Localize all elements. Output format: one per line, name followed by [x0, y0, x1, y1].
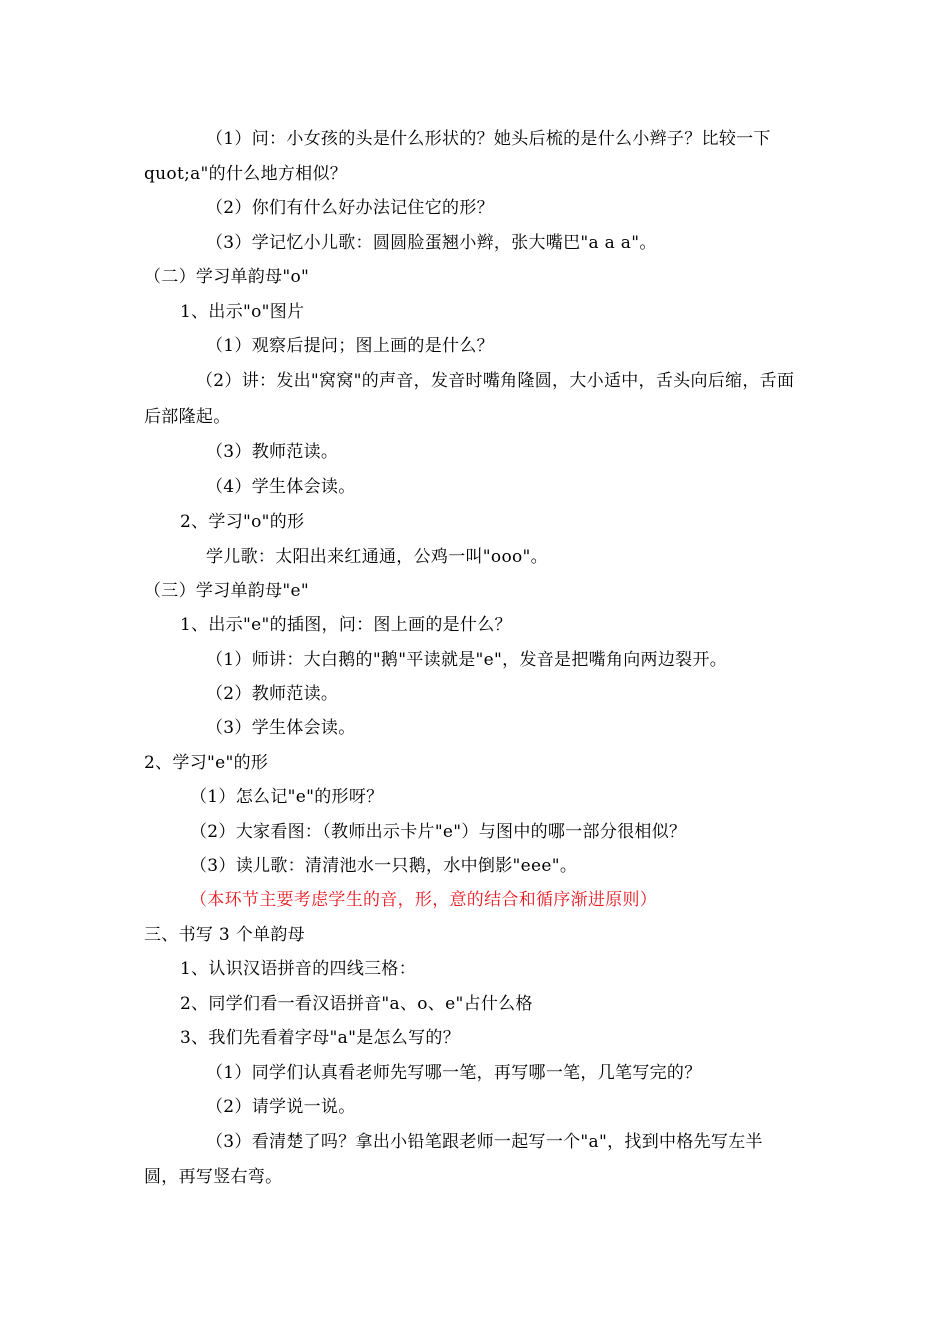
- text-line: （1）同学们认真看老师先写哪一笔，再写哪一笔，几笔写完的？: [206, 1063, 702, 1083]
- text-line: （2）讲：发出"窝窝"的声音，发音时嘴角隆圆，大小适中，舌头向后缩，舌面: [196, 371, 795, 391]
- text-line: 2、学习"e"的形: [144, 753, 269, 773]
- text-line: （3）学记忆小儿歌：圆圆脸蛋翘小辫，张大嘴巴"a a a"。: [206, 233, 657, 253]
- text-line: 1、出示"o"图片: [180, 302, 305, 322]
- text-line: （2）教师范读。: [206, 684, 339, 704]
- text-line: 圆，再写竖右弯。: [144, 1167, 283, 1187]
- text-line: （2）请学说一说。: [206, 1097, 356, 1117]
- text-line: （1）问：小女孩的头是什么形状的？她头后梳的是什么小辫子？比较一下: [206, 129, 771, 149]
- text-line: （2）大家看图：（教师出示卡片"e"）与图中的哪一部分很相似？: [190, 822, 687, 842]
- text-line: （3）看清楚了吗？拿出小铅笔跟老师一起写一个"a"，找到中格先写左半: [206, 1132, 763, 1152]
- section-heading: （二）学习单韵母"o": [144, 267, 310, 287]
- text-line: 1、认识汉语拼音的四线三格：: [180, 959, 417, 979]
- text-line: （3）学生体会读。: [206, 718, 356, 738]
- text-line: 1、出示"e"的插图，问：图上画的是什么？: [180, 615, 512, 635]
- text-line: quot;a"的什么地方相似？: [144, 164, 348, 184]
- text-line: 学儿歌：太阳出来红通通，公鸡一叫"ooo"。: [206, 547, 548, 567]
- text-line: （1）师讲：大白鹅的"鹅"平读就是"e"，发音是把嘴角向两边裂开。: [206, 650, 728, 670]
- text-line: （3）读儿歌：清清池水一只鹅，水中倒影"eee"。: [190, 856, 578, 876]
- text-line: 3、我们先看着字母"a"是怎么写的？: [180, 1028, 460, 1048]
- text-line: 后部隆起。: [144, 407, 231, 427]
- text-line: （2）你们有什么好办法记住它的形？: [206, 198, 494, 218]
- section-heading: （三）学习单韵母"e": [144, 581, 309, 601]
- text-line: 2、学习"o"的形: [180, 512, 305, 532]
- text-line: （1）怎么记"e"的形呀？: [190, 787, 384, 807]
- text-line: （3）教师范读。: [206, 442, 339, 462]
- text-line: 2、同学们看一看汉语拼音"a、o、e"占什么格: [180, 994, 533, 1014]
- text-line: （4）学生体会读。: [206, 477, 356, 497]
- section-heading: 三、书写 3 个单韵母: [144, 925, 305, 945]
- teaching-note: （本环节主要考虑学生的音，形，意的结合和循序渐进原则）: [190, 890, 658, 910]
- text-line: （1）观察后提问；图上画的是什么？: [206, 336, 494, 356]
